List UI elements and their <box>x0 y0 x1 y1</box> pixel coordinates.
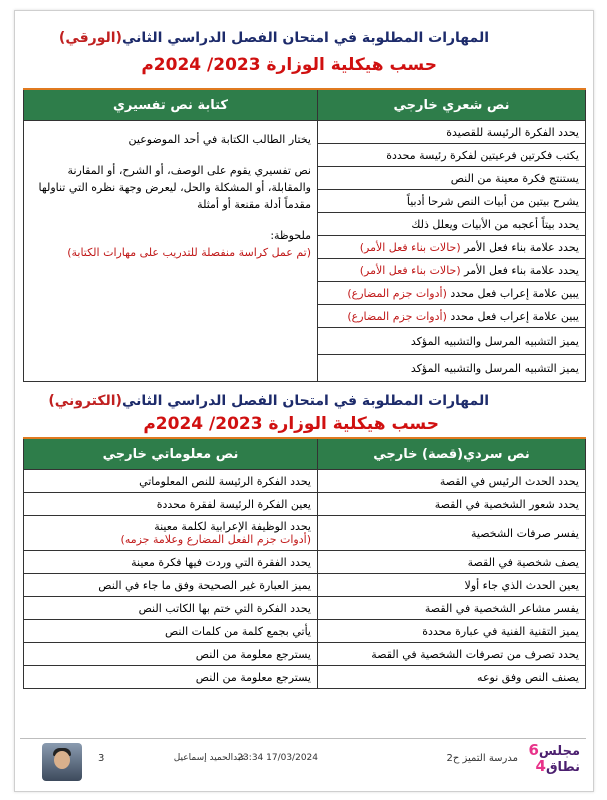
table-cell: يحدد الفكرة الرئيسة للقصيدة <box>318 121 586 144</box>
table-cell: يكتب فكرتين فرعيتين لفكرة رئيسة محددة <box>318 144 586 167</box>
table-cell: يحدد الفقرة التي وردت فيها فكرة معينة <box>24 551 318 574</box>
table-cell: يفسر مشاعر الشخصية في القصة <box>318 597 586 620</box>
table-cell: يحدد الوظيفة الإعرابية لكلمة معينة (أدوات جزم الفعل المضارع وعلامة جزمه) <box>24 516 318 551</box>
section2-table <box>23 437 586 689</box>
section2-title <box>48 393 489 409</box>
section2-col-right-header: نص سردي(قصة) خارجي <box>318 438 586 470</box>
section2-title-mode: (الكتروني) <box>48 393 122 409</box>
section1-col-right-header: نص شعري خارجي <box>318 89 586 121</box>
note-text: (تم عمل كراسة منفصلة للتدريب على مهارات الكتابة) <box>67 246 311 259</box>
table-cell: يستنتج فكرة معينة من النص <box>318 167 586 190</box>
page-number: 3 <box>98 753 105 764</box>
table-cell: يصف شخصية في القصة <box>318 551 586 574</box>
writing-description-cell <box>24 121 318 382</box>
table-cell: يعين الفكرة الرئيسة لفقرة محددة <box>24 493 318 516</box>
table-cell: يحدد تصرف من تصرفات الشخصية في القصة <box>318 643 586 666</box>
table-cell: يحدد شعور الشخصية في القصة <box>318 493 586 516</box>
author-avatar <box>42 743 82 781</box>
table-cell: يبين علامة إعراب فعل محدد (أدوات جزم المضارع) <box>318 282 586 305</box>
section2-title-text: المهارات المطلوبة في امتحان الفصل الدراسي الثاني <box>121 393 489 409</box>
section1-subtitle: حسب هيكلية الوزارة 2023/ 2024م <box>141 55 437 75</box>
table-cell: يأتي بجمع كلمة من كلمات النص <box>24 620 318 643</box>
table-cell: يفسر صرفات الشخصية <box>318 516 586 551</box>
section1-title-mode: (الورقي) <box>58 30 122 46</box>
section1-col-left-header: كتابة نص تفسيري <box>24 89 318 121</box>
section1-title <box>59 30 489 46</box>
table-cell: يميز التشبيه المرسل والتشبيه المؤكد <box>318 355 586 382</box>
table-cell: يسترجع معلومة من النص <box>24 666 318 689</box>
table-cell: يحدد بيتاً أعجبه من الأبيات ويعلل ذلك <box>318 213 586 236</box>
author-name: عبدالحميد إسماعيل <box>173 753 246 763</box>
council-logo: مجلس6 نطاق4 <box>528 741 580 775</box>
table-cell: يحدد الفكرة الرئيسة للنص المعلوماتي <box>24 470 318 493</box>
table-cell: يميز العبارة غير الصحيحة وفق ما جاء في النص <box>24 574 318 597</box>
section2-col-left-header: نص معلوماتي خارجي <box>24 438 318 470</box>
page-footer <box>20 738 586 785</box>
section1-table <box>23 88 586 382</box>
school-name: مدرسة التميز ح2 <box>446 753 518 764</box>
table-cell: يشرح بيتين من أبيات النص شرحا أدبياً <box>318 190 586 213</box>
footer-datetime: 23:34 17/03/2024 <box>237 753 318 763</box>
table-cell: يسترجع معلومة من النص <box>24 643 318 666</box>
writing-choice-text: يختار الطالب الكتابة في أحد الموضوعين <box>128 133 311 146</box>
writing-explanation-text: نص تفسيري يقوم على الوصف، أو الشرح، أو المقارنة والمقابلة، أو المشكلة والحل، ليعرض وجهة نظره التي تناولها مقدماً أدلة مقنعة أو أمثلة <box>38 164 311 211</box>
table-cell: يحدد الحدث الرئيس في القصة <box>318 470 586 493</box>
section1-title-text: المهارات المطلوبة في امتحان الفصل الدراسي الثاني <box>121 30 489 46</box>
section2-subtitle: حسب هيكلية الوزارة 2023/ 2024م <box>143 414 439 434</box>
table-cell: يعين الحدث الذي جاء أولا <box>318 574 586 597</box>
table-cell: يصنف النص وفق نوعه <box>318 666 586 689</box>
table-cell: يبين علامة إعراب فعل محدد (أدوات جزم المضارع) <box>318 305 586 328</box>
table-cell: يحدد علامة بناء فعل الأمر (حالات بناء فعل الأمر) <box>318 259 586 282</box>
table-cell: يميز التشبيه المرسل والتشبيه المؤكد <box>318 328 586 355</box>
table-cell: يحدد الفكرة التي ختم بها الكاتب النص <box>24 597 318 620</box>
table-cell: يحدد علامة بناء فعل الأمر (حالات بناء فعل الأمر) <box>318 236 586 259</box>
table-cell: يميز التقنية الفنية في عبارة محددة <box>318 620 586 643</box>
note-label: ملحوظة: <box>270 229 311 242</box>
